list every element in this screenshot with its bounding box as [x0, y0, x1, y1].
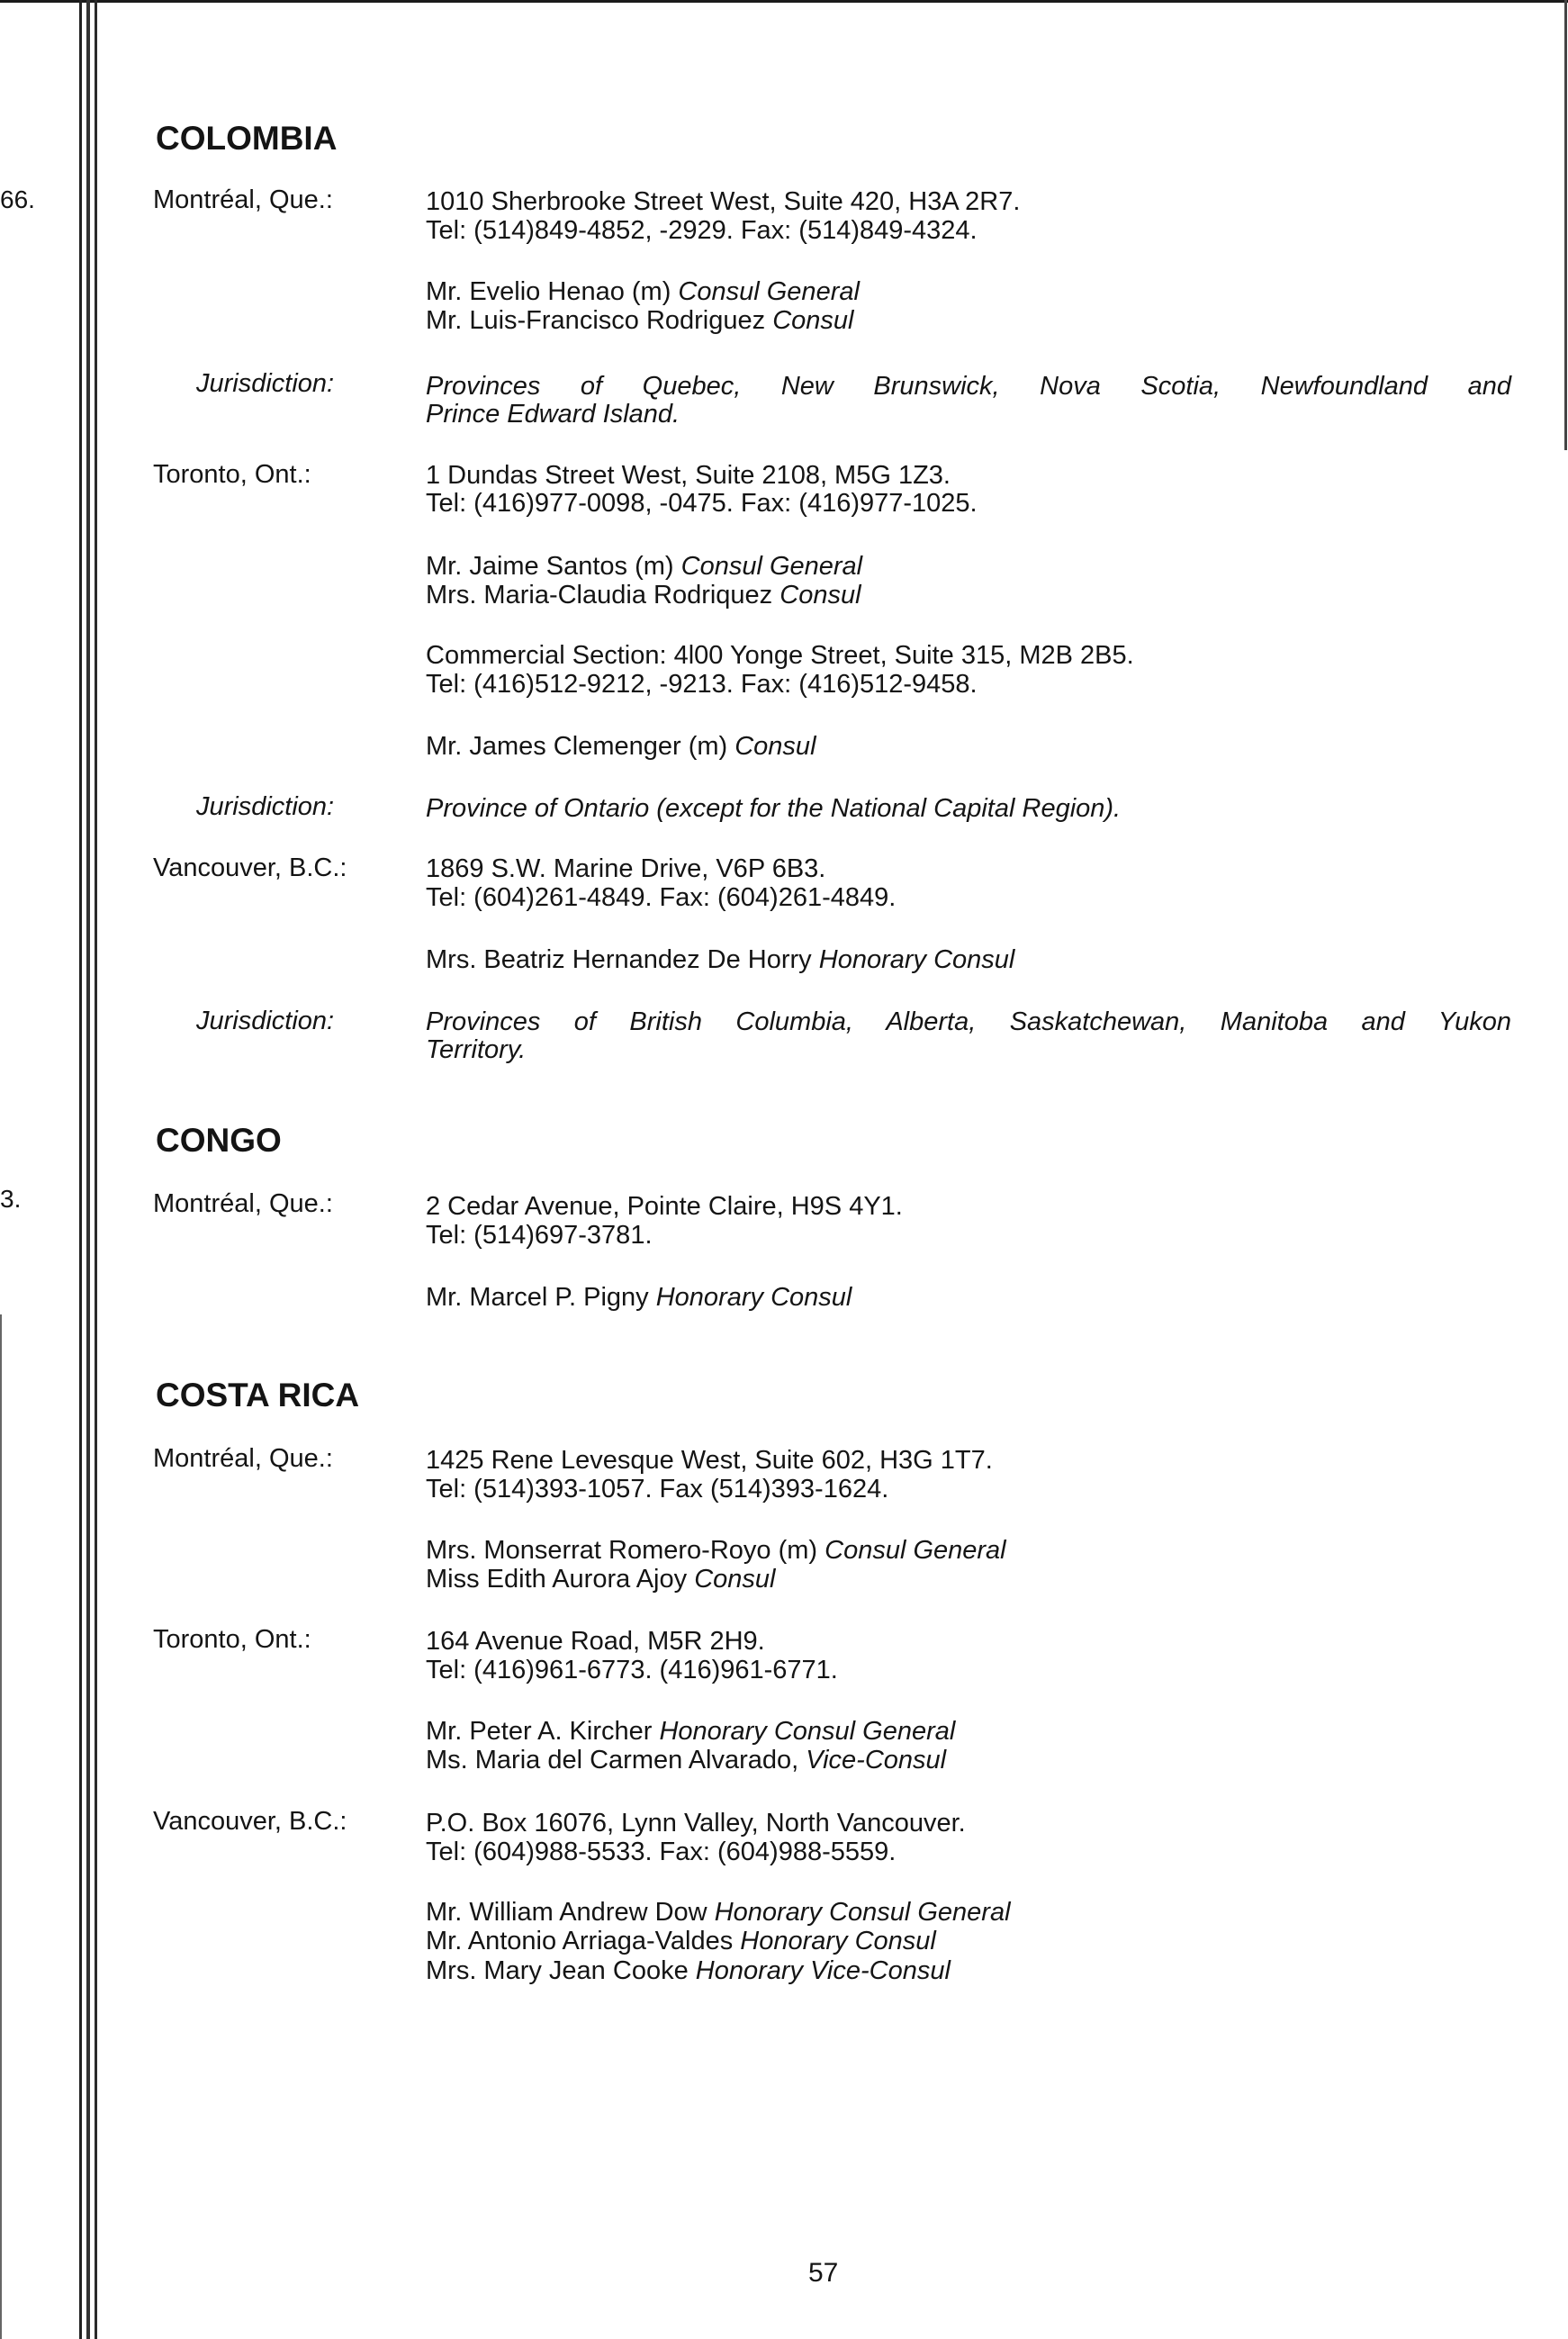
official-title: Consul: [734, 732, 816, 761]
official-title: Consul General: [680, 552, 863, 581]
official-line: [426, 1717, 955, 1747]
address-line: 1010 Sherbrooke Street West, Suite 420, H3A 2R7.: [426, 187, 1021, 216]
city-label: Montréal, Que.:: [153, 1444, 333, 1473]
official-line: [426, 732, 816, 762]
city-label: Montréal, Que.:: [153, 1189, 333, 1218]
jurisdiction-line: Province of Ontario (except for the National Capital Region).: [426, 794, 1122, 823]
margin-number: 3.: [0, 1185, 22, 1213]
binding-edge: [79, 0, 106, 2339]
official-line: [426, 1746, 946, 1775]
official-line: [426, 1536, 1006, 1566]
official-name: Mr. James Clemenger (m): [426, 732, 728, 761]
address-line: 1425 Rene Levesque West, Suite 602, H3G 1T7.: [426, 1446, 993, 1475]
official-line: [426, 306, 853, 336]
official-title: Honorary Consul: [655, 1283, 852, 1312]
jurisdiction-line: Provinces of British Columbia, Alberta, Saskatchewan, Manitoba and Yukon: [426, 1007, 1511, 1036]
official-name: Miss Edith Aurora Ajoy: [426, 1565, 688, 1594]
country-heading-costa-rica: COSTA RICA: [156, 1377, 360, 1413]
official-line: [426, 1956, 951, 1986]
phone-line: Tel: (514)697-3781.: [426, 1221, 653, 1250]
address-line: 164 Avenue Road, M5R 2H9.: [426, 1627, 765, 1656]
official-name: Mrs. Maria-Claudia Rodriquez: [426, 581, 773, 610]
official-title: Honorary Consul General: [659, 1717, 956, 1746]
official-name: Mrs. Mary Jean Cooke: [426, 1956, 689, 1985]
address-line: 2 Cedar Avenue, Pointe Claire, H9S 4Y1.: [426, 1192, 903, 1221]
official-name: Mr. Marcel P. Pigny: [426, 1283, 649, 1312]
official-title: Honorary Consul: [740, 1927, 936, 1955]
phone-line: Tel: (514)849-4852, -2929. Fax: (514)849-4324.: [426, 216, 978, 245]
jurisdiction-label: Jurisdiction:: [196, 792, 335, 821]
commercial-line: Commercial Section: 4l00 Yonge Street, Suite 315, M2B 2B5.: [426, 641, 1134, 670]
official-name: Mr. Luis-Francisco Rodriguez: [426, 306, 766, 335]
official-name: Mr. William Andrew Dow: [426, 1898, 707, 1927]
official-line: [426, 1565, 775, 1594]
city-label: Toronto, Ont.:: [153, 1625, 311, 1654]
jurisdiction-line: Prince Edward Island.: [426, 400, 680, 429]
left-edge-rule: [0, 1314, 2, 2339]
official-line: [426, 277, 860, 307]
official-title: Honorary Consul General: [714, 1898, 1011, 1927]
official-name: Mr. Peter A. Kircher: [426, 1717, 653, 1746]
page-number: 57: [808, 2258, 839, 2288]
margin-number: 66.: [0, 185, 35, 213]
jurisdiction-line: Provinces of Quebec, New Brunswick, Nova Scotia, Newfoundland and: [426, 372, 1511, 401]
official-name: Mr. Jaime Santos (m): [426, 552, 674, 581]
official-title: Consul General: [678, 277, 860, 306]
official-title: Consul: [779, 581, 861, 610]
country-heading-colombia: COLOMBIA: [156, 120, 338, 157]
official-name: Ms. Maria del Carmen Alvarado,: [426, 1746, 799, 1775]
city-label: Vancouver, B.C.:: [153, 1807, 347, 1836]
official-title: Consul: [694, 1565, 776, 1594]
country-heading-congo: CONGO: [156, 1122, 282, 1159]
phone-line: Tel: (604)261-4849. Fax: (604)261-4849.: [426, 883, 897, 912]
city-label: Montréal, Que.:: [153, 185, 333, 214]
official-title: Honorary Consul: [818, 945, 1015, 974]
commercial-phone-line: Tel: (416)512-9212, -9213. Fax: (416)512-9458.: [426, 670, 978, 699]
official-title: Consul General: [825, 1536, 1006, 1565]
address-line: P.O. Box 16076, Lynn Valley, North Vancouver.: [426, 1809, 966, 1838]
official-title: Vice-Consul: [806, 1746, 947, 1775]
official-name: Mrs. Beatriz Hernandez De Horry: [426, 945, 812, 974]
right-edge-rule: [1564, 0, 1567, 450]
official-name: Mrs. Monserrat Romero-Royo (m): [426, 1536, 818, 1565]
official-title: Honorary Vice-Consul: [695, 1956, 951, 1985]
phone-line: Tel: (416)961-6773. (416)961-6771.: [426, 1656, 838, 1684]
city-label: Vancouver, B.C.:: [153, 853, 347, 882]
official-line: [426, 1898, 1011, 1928]
page-top-rule: [0, 0, 1568, 3]
jurisdiction-label: Jurisdiction:: [196, 369, 335, 398]
phone-line: Tel: (416)977-0098, -0475. Fax: (416)977-1025.: [426, 489, 978, 518]
jurisdiction-label: Jurisdiction:: [196, 1007, 335, 1035]
address-line: 1869 S.W. Marine Drive, V6P 6B3.: [426, 854, 826, 883]
official-line: [426, 552, 862, 582]
official-line: [426, 1283, 852, 1313]
address-line: 1 Dundas Street West, Suite 2108, M5G 1Z3.: [426, 461, 951, 490]
phone-line: Tel: (514)393-1057. Fax (514)393-1624.: [426, 1475, 889, 1504]
official-name: Mr. Antonio Arriaga-Valdes: [426, 1927, 734, 1955]
official-line: [426, 1927, 936, 1956]
official-line: [426, 581, 861, 610]
city-label: Toronto, Ont.:: [153, 460, 311, 489]
official-title: Consul: [772, 306, 854, 335]
official-name: Mr. Evelio Henao (m): [426, 277, 671, 306]
phone-line: Tel: (604)988-5533. Fax: (604)988-5559.: [426, 1838, 897, 1866]
jurisdiction-line: Territory.: [426, 1035, 527, 1064]
official-line: [426, 945, 1014, 975]
